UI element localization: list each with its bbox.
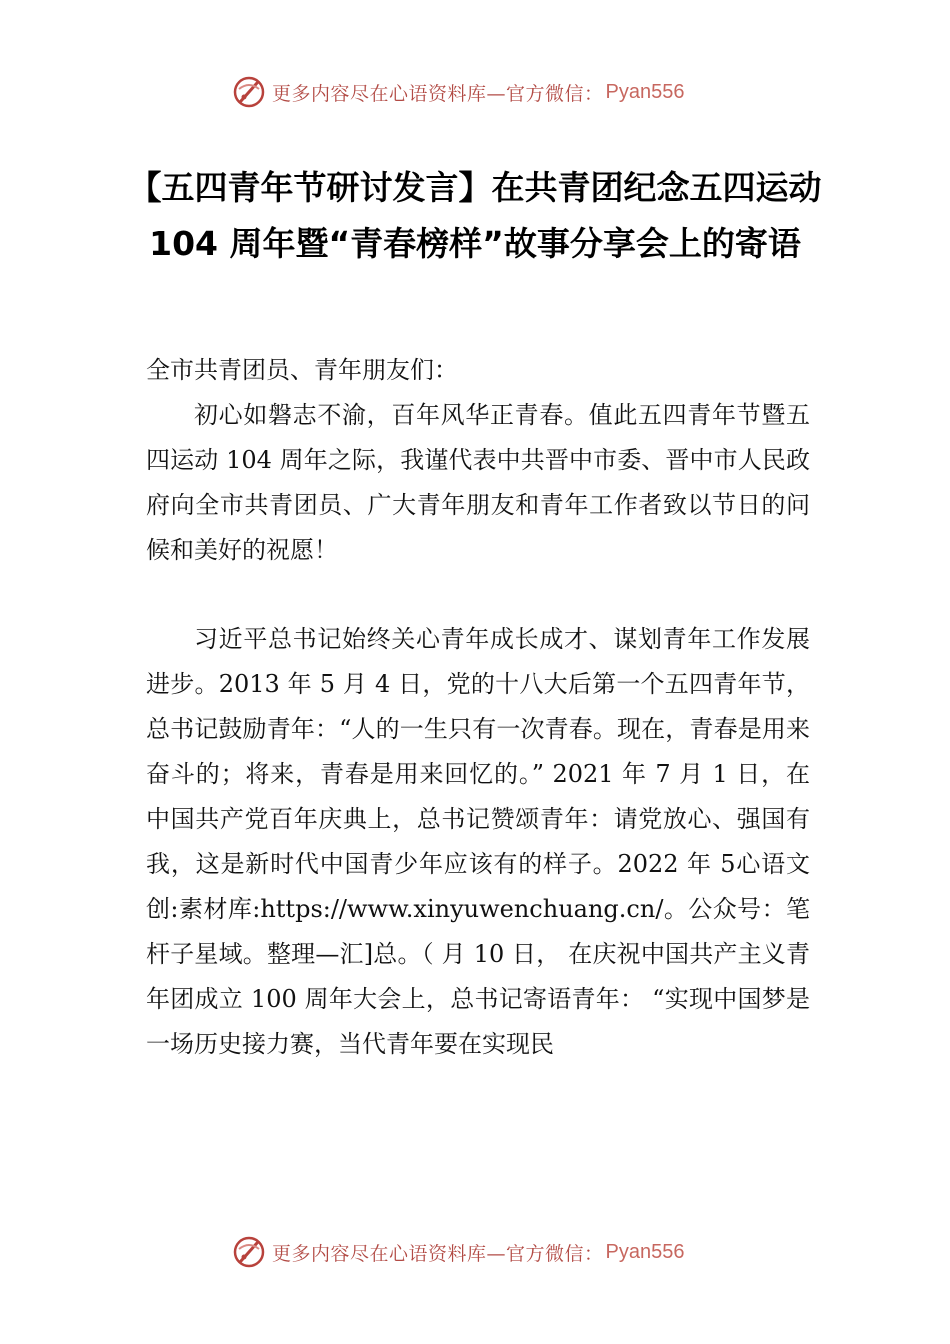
document-title: 【五四青年节研讨发言】在共青团纪念五四运动 104 周年暨“青春榜样”故事分享会上的寄语	[128, 168, 822, 263]
paragraph-1: 初心如磐志不渝，百年风华正青春。值此五四青年节暨五四运动 104 周年之际，我谨代表中共晋中市委、晋中市人民政府向全市共青团员、广大青年朋友和青年工作者致以节日的问候和美好的祝愿！	[146, 401, 810, 564]
pen-logo-icon	[232, 75, 266, 109]
banner-text: 更多内容尽在心语资料库—官方微信：	[272, 1242, 604, 1265]
salutation: 全市共青团员、青年朋友们：	[146, 356, 458, 384]
paragraph-2: 习近平总书记始终关心青年成长成才、谋划青年工作发展进步。2013 年 5 月 4 日，党的十八大后第一个五四青年节，总书记鼓励青年：“人的一生只有一次青春。现在，青春是用来奋斗的；将来，青春是用来回忆的。” 2021 年 7 月 1 日，在中国共产党百年庆典上，总书记赞颂青年：请党放心、强国有我，这是新时代中国青少年应该有的样子。2022 年 5心语文创:素材库:https://www.xinyuwenchuang.cn/。公众号：笔杆子星域。整理—汇]总。（ 月 10 日， 在庆祝中国共产主义青年团成立 100 周年大会上，总书记寄语青年： “实现中国梦是一场历史接力赛，当代青年要在实现民	[146, 625, 810, 1058]
document-body	[146, 348, 810, 1067]
footer-watermark-banner	[232, 1232, 732, 1272]
banner-wechat-id: Pyan556	[605, 1240, 685, 1263]
banner-text: 更多内容尽在心语资料库—官方微信：	[272, 82, 604, 105]
header-watermark-banner	[232, 72, 732, 112]
banner-wechat-id: Pyan556	[605, 80, 685, 103]
pen-logo-icon	[232, 1235, 266, 1269]
paragraph-spacer	[146, 573, 810, 617]
